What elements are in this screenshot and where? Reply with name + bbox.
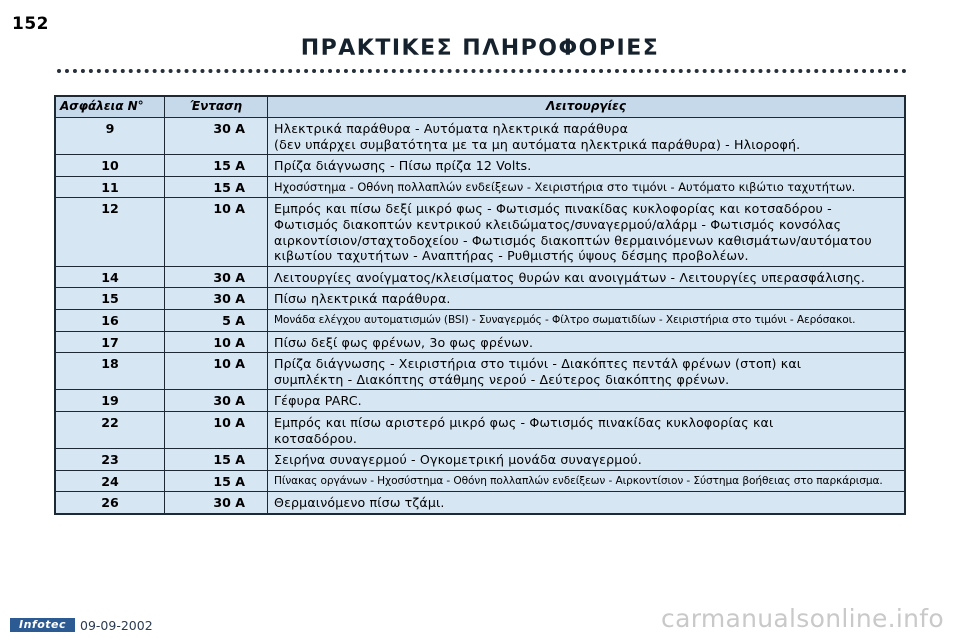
- table-row: [55, 198, 905, 266]
- amperage-cell: 30 A: [165, 492, 268, 514]
- functions-cell: Εμπρός και πίσω αριστερό μικρό φως - Φωτισμός πινακίδας κυκλοφορίας και κοτσαδόρου.: [268, 411, 906, 448]
- functions-cell: Θερμαινόμενο πίσω τζάμι.: [268, 492, 906, 514]
- header-fuse-number: Ασφάλεια N°: [55, 96, 165, 118]
- table-row: [55, 492, 905, 514]
- amperage-cell: 15 A: [165, 470, 268, 492]
- functions-cell: Γέφυρα PARC.: [268, 390, 906, 412]
- fuse-number-cell: 24: [55, 470, 165, 492]
- fuse-number-cell: 17: [55, 331, 165, 353]
- amperage-cell: 15 A: [165, 155, 268, 177]
- page-title: ΠΡΑΚΤΙΚΕΣ ΠΛΗΡΟΦΟΡΙΕΣ: [300, 36, 660, 61]
- fuse-number-cell: 18: [55, 353, 165, 390]
- amperage-cell: 10 A: [165, 198, 268, 266]
- table-row: [55, 155, 905, 177]
- fuse-table: [54, 95, 906, 515]
- fuse-number-cell: 16: [55, 309, 165, 331]
- infotec-logo: Infotec: [10, 618, 75, 632]
- table-row: [55, 449, 905, 471]
- table-row: [55, 411, 905, 448]
- table-header-row: [55, 96, 905, 118]
- fuse-number-cell: 14: [55, 266, 165, 288]
- functions-cell: Μονάδα ελέγχου αυτοματισμών (BSI) - Συναγερμός - Φίλτρο σωματιδίων - Χειριστήρια στο τιμόνι - Αερόσακοι.: [268, 309, 906, 331]
- functions-cell: Πρίζα διάγνωσης - Χειριστήρια στο τιμόνι - Διακόπτες πεντάλ φρένων (στοπ) και συμπλέκτη - Διακόπτης στάθμης νερού - Δεύτερος διακόπτης φρένων.: [268, 353, 906, 390]
- amperage-cell: 15 A: [165, 449, 268, 471]
- fuse-number-cell: 26: [55, 492, 165, 514]
- functions-cell: Πίσω ηλεκτρικά παράθυρα.: [268, 288, 906, 310]
- table-row: [55, 176, 905, 198]
- amperage-cell: 30 A: [165, 118, 268, 155]
- functions-cell: Πίσω δεξί φως φρένων, 3ο φως φρένων.: [268, 331, 906, 353]
- functions-cell: Εμπρός και πίσω δεξί μικρό φως - Φωτισμός πινακίδας κυκλοφορίας και κοτσαδόρου - Φωτισμός διακοπτών κεντρικού κλειδώματος/συναγερμού/αλάρμ - Φωτισμός κονσόλας αιρκοντίσιον/σταχτοδοχείου - Φωτισμός διακοπτών θερμαινόμενων καθισμάτων/αυτόματου κιβωτίου ταχυτήτων - Αναπτήρας - Ρυθμιστής ύψους δέσμης προβολέων.: [268, 198, 906, 266]
- title-divider: [57, 69, 907, 73]
- amperage-cell: 30 A: [165, 288, 268, 310]
- functions-cell: Ηλεκτρικά παράθυρα - Αυτόματα ηλεκτρικά παράθυρα (δεν υπάρχει συμβατότητα με τα μη αυτόματα ηλεκτρικά παράθυρα) - Ηλιοροφή.: [268, 118, 906, 155]
- header-amperage: Ένταση: [165, 96, 268, 118]
- functions-cell: Σειρήνα συναγερμού - Ογκομετρική μονάδα συναγερμού.: [268, 449, 906, 471]
- fuse-number-cell: 10: [55, 155, 165, 177]
- watermark: carmanualsonline.info: [661, 604, 944, 633]
- fuse-number-cell: 15: [55, 288, 165, 310]
- table-row: [55, 331, 905, 353]
- table-row: [55, 309, 905, 331]
- table-row: [55, 470, 905, 492]
- table-row: [55, 353, 905, 390]
- table-row: [55, 266, 905, 288]
- fuse-number-cell: 11: [55, 176, 165, 198]
- fuse-number-cell: 9: [55, 118, 165, 155]
- table-row: [55, 390, 905, 412]
- fuse-number-cell: 19: [55, 390, 165, 412]
- fuse-table-body: [55, 118, 905, 514]
- functions-cell: Ηχοσύστημα - Οθόνη πολλαπλών ενδείξεων - Χειριστήρια στο τιμόνι - Αυτόματο κιβώτιο ταχυτήτων.: [268, 176, 906, 198]
- table-row: [55, 288, 905, 310]
- fuse-number-cell: 12: [55, 198, 165, 266]
- header-functions: Λειτουργίες: [268, 96, 906, 118]
- page-number: 152: [12, 14, 49, 34]
- amperage-cell: 10 A: [165, 353, 268, 390]
- amperage-cell: 30 A: [165, 266, 268, 288]
- functions-cell: Πρίζα διάγνωσης - Πίσω πρίζα 12 Volts.: [268, 155, 906, 177]
- fuse-number-cell: 23: [55, 449, 165, 471]
- table-row: [55, 118, 905, 155]
- amperage-cell: 10 A: [165, 331, 268, 353]
- amperage-cell: 15 A: [165, 176, 268, 198]
- functions-cell: Πίνακας οργάνων - Ηχοσύστημα - Οθόνη πολλαπλών ενδείξεων - Αιρκοντίσιον - Σύστημα βοήθειας στο παρκάρισμα.: [268, 470, 906, 492]
- functions-cell: Λειτουργίες ανοίγματος/κλεισίματος θυρών και ανοιγμάτων - Λειτουργίες υπερασφάλισης.: [268, 266, 906, 288]
- amperage-cell: 10 A: [165, 411, 268, 448]
- footer-date: 09-09-2002: [80, 618, 153, 633]
- amperage-cell: 30 A: [165, 390, 268, 412]
- fuse-number-cell: 22: [55, 411, 165, 448]
- amperage-cell: 5 A: [165, 309, 268, 331]
